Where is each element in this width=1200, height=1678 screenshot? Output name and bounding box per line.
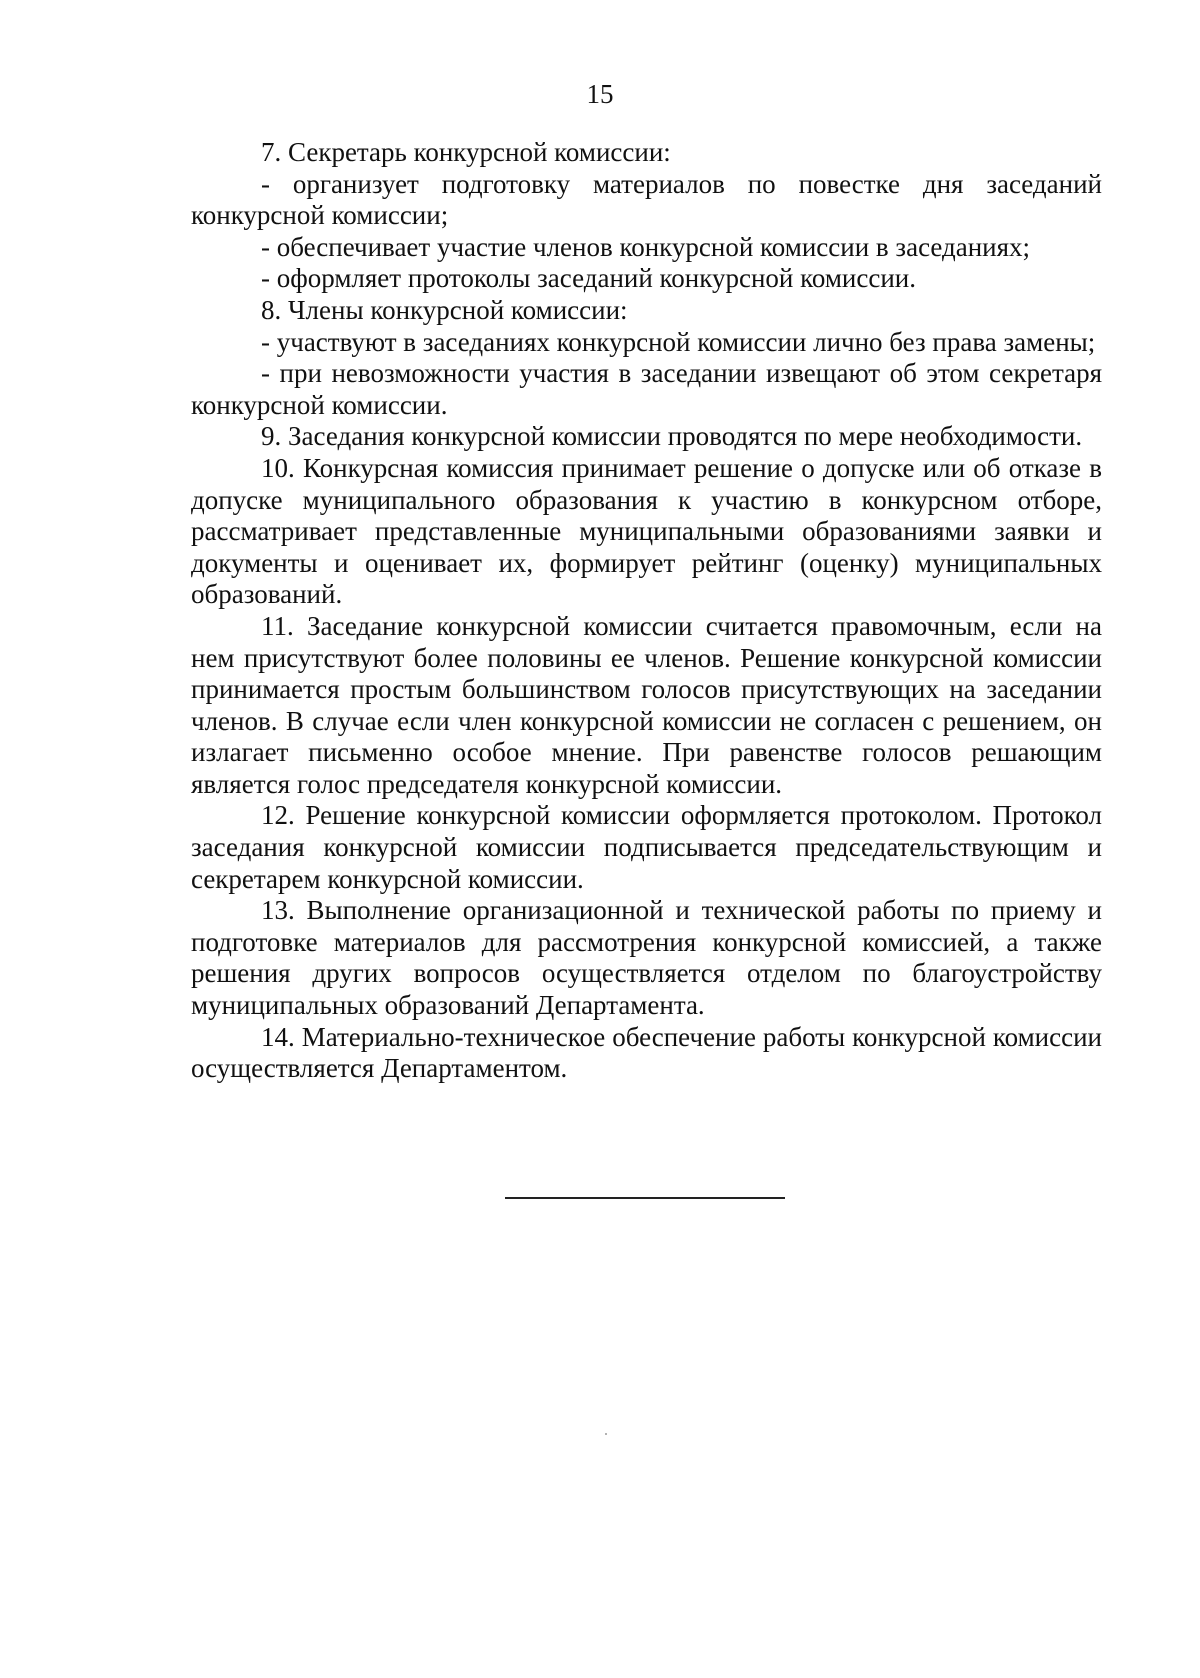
page-number: 15 <box>586 79 614 109</box>
paragraph-7-item-1: - организует подготовку материалов по повестке дня заседаний конкурсной комиссии; <box>191 168 1102 231</box>
end-of-document-rule <box>505 1197 785 1199</box>
paragraph-7-item-2: - обеспечивает участие членов конкурсной комиссии в заседаниях; <box>261 231 1031 262</box>
paragraph-7-item-3: - оформляет протоколы заседаний конкурсной комиссии. <box>261 263 916 294</box>
paragraph-10: 10. Конкурсная комиссия принимает решение о допуске или об отказе в допуске муниципального образования к участию в конкурсном отборе, рассматривает представленные муниципальными образованиями заявки и документы и оценивает их, формирует рейтинг (оценку) муниципальных образований. <box>191 452 1102 610</box>
paragraph-8-item-2: - при невозможности участия в заседании извещают об этом секретаря конкурсной комиссии. <box>191 358 1102 420</box>
document-body <box>191 137 1102 1085</box>
paragraph-13: 13. Выполнение организационной и технической работы по приему и подготовке материалов для рассмотрения конкурсной комиссией, а также решения других вопросов осуществляется отделом по благоустройству муниципальных образований Департамента. <box>191 895 1102 1021</box>
paragraph-9: 9. Заседания конкурсной комиссии проводятся по мере необходимости. <box>261 421 1083 452</box>
paragraph-14: 14. Материально-техническое обеспечение работы конкурсной комиссии осуществляется Департаментом. <box>191 1021 1102 1084</box>
scan-speck <box>605 1433 607 1435</box>
paragraph-11: 11. Заседание конкурсной комиссии считается правомочным, если на нем присутствуют более половины ее членов. Решение конкурсной комиссии принимается простым большинством голосов присутствующих на заседании членов. В случае если член конкурсной комиссии не согласен с решением, он излагает письменно особое мнение. При равенстве голосов решающим является голос председателя конкурсной комиссии. <box>191 610 1102 799</box>
paragraph-8-heading: 8. Члены конкурсной комиссии: <box>261 294 628 325</box>
paragraph-8-item-1: - участвуют в заседаниях конкурсной комиссии лично без права замены; <box>261 326 1096 357</box>
paragraph-12: 12. Решение конкурсной комиссии оформляется протоколом. Протокол заседания конкурсной комиссии подписывается председательствующим и секретарем конкурсной комиссии. <box>191 800 1102 894</box>
paragraph-7-heading: 7. Секретарь конкурсной комиссии: <box>261 137 671 167</box>
